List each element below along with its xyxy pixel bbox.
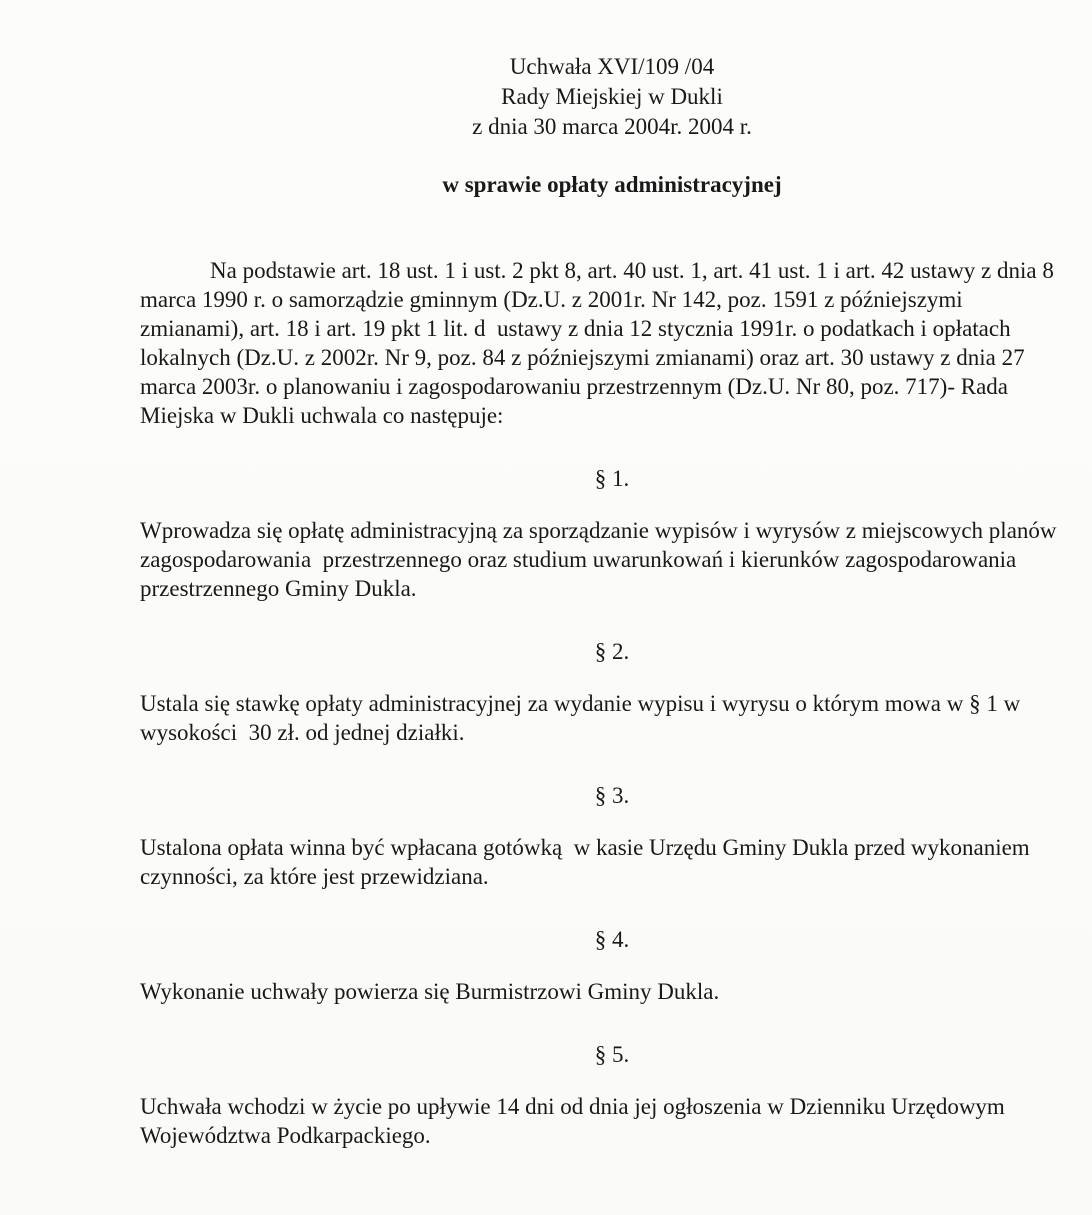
section-4-number: § 4. bbox=[594, 927, 630, 952]
document-subject: w sprawie opłaty administracyjnej bbox=[442, 172, 782, 197]
section-3-text: Ustalona opłata winna być wpłacana gotówką w kasie Urzędu Gminy Dukla przed wykonaniem czynności, za które jest przewidziana. bbox=[140, 835, 1036, 889]
section-5-number: § 5. bbox=[594, 1042, 630, 1067]
preamble-paragraph: Na podstawie art. 18 ust. 1 i ust. 2 pkt 8, art. 40 ust. 1, art. 41 ust. 1 i art. 42 ustawy z dnia 8 marca 1990 r. o samorządzie gminnym (Dz.U. z 2001r. Nr 142, poz. 1591 z późniejszymi zmianami), art. 18 i art. 19 pkt 1 lit. d ustawy z dnia 12 stycznia 1991r. o podatkach i opłatach lokalnych (Dz.U. z 2002r. Nr 9, poz. 84 z późniejszymi zmianami) oraz art. 30 ustawy z dnia 27 marca 2003r. o planowaniu i zagospodarowaniu przestrzennym (Dz.U. Nr 80, poz. 717)- Rada Miejska w Dukli uchwala co następuje: bbox=[140, 258, 1060, 428]
resolution-number-line: Uchwała XVI/109 /04 bbox=[509, 54, 715, 79]
section-5-text: Uchwała wchodzi w życie po upływie 14 dni od dnia jej ogłoszenia w Dzienniku Urzędowym Województwa Podkarpackiego. bbox=[140, 1094, 1011, 1148]
council-name-line: Rady Miejskiej w Dukli bbox=[501, 84, 723, 109]
section-1-text: Wprowadza się opłatę administracyjną za sporządzanie wypisów i wyrysów z miejscowych planów zagospodarowania przestrzennego oraz studium uwarunkowań i kierunków zagospodarowania przestrzennego Gminy Dukla. bbox=[140, 518, 1063, 601]
section-2-number: § 2. bbox=[594, 639, 630, 664]
section-1-number: § 1. bbox=[594, 466, 630, 491]
resolution-date-line: z dnia 30 marca 2004r. 2004 r. bbox=[472, 114, 752, 139]
document-header bbox=[153, 52, 1071, 142]
section-4-text: Wykonanie uchwały powierza się Burmistrzowi Gminy Dukla. bbox=[140, 979, 720, 1004]
section-3-number: § 3. bbox=[594, 783, 630, 808]
section-2-text: Ustala się stawkę opłaty administracyjnej za wydanie wypisu i wyrysu o którym mowa w § 1 w wysokości 30 zł. od jednej działki. bbox=[140, 691, 1026, 745]
